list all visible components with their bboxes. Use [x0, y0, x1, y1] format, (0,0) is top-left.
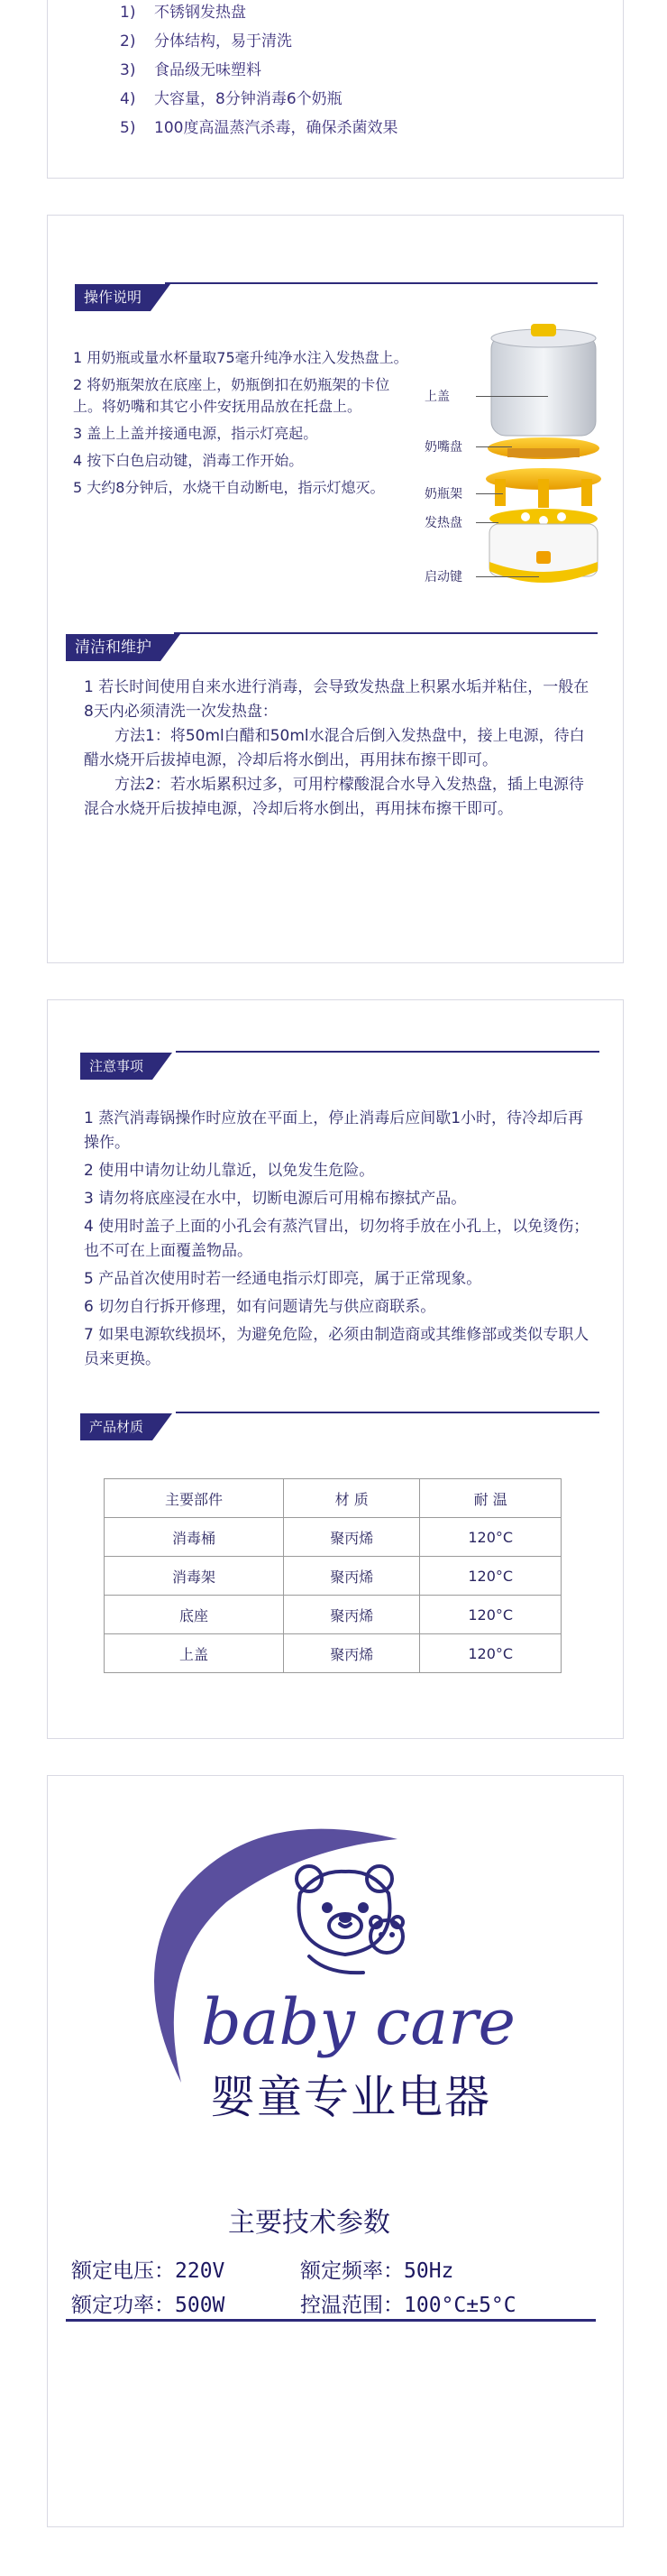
feature-item: 4) 大容量，8分钟消毒6个奶瓶	[120, 90, 343, 108]
material-title: 产品材质	[80, 1413, 152, 1440]
table-header-row	[105, 1479, 562, 1518]
cleaning-method-2: 方法2：若水垢累积过多，可用柠檬酸混合水导入发热盘，插上电源待混合水烧开后拔掉电源，冷却后将水倒出，再用抹布擦干即可。	[84, 776, 584, 818]
table-row: 上盖 聚丙烯 120°C	[105, 1634, 562, 1673]
note-item: 3 请勿将底座浸在水中，切断电源后可用棉布擦拭产品。	[84, 1190, 467, 1208]
note-item: 4 使用时盖子上面的小孔会有蒸汽冒出，切勿将手放在小孔上，以免烫伤；也不可在上面覆盖物品。	[84, 1218, 589, 1260]
specs-title: 主要技术参数	[228, 2207, 390, 2239]
step-5: 5 大约8分钟后，水烧干自动断电，指示灯熄灭。	[73, 479, 385, 496]
operation-title: 操作说明	[75, 284, 151, 311]
tray-shape	[488, 437, 599, 459]
operation-card	[47, 215, 624, 963]
notes-title: 注意事项	[80, 1053, 152, 1080]
note-item: 7 如果电源软线损坏，为避免危险，必须由制造商或其维修部或类似专职人员来更换。	[84, 1326, 589, 1368]
material-header	[80, 1408, 599, 1444]
label-start: 启动键	[425, 570, 462, 584]
table-row: 底座 聚丙烯 120°C	[105, 1596, 562, 1634]
note-item: 1 蒸汽消毒锅操作时应放在平面上，停止消毒后应间歇1小时，待冷却后再操作。	[84, 1109, 584, 1152]
col-header: 耐 温	[420, 1479, 562, 1518]
spec-power: 额定功率：500W	[71, 2294, 225, 2317]
note-item: 6 切勿自行拆开修理，如有问题请先与供应商联系。	[84, 1298, 436, 1316]
sterilizer-illustration	[480, 318, 607, 598]
feature-item: 5) 100度高温蒸汽杀毒，确保杀菌效果	[120, 119, 398, 137]
feature-list	[120, 0, 397, 143]
table-row: 消毒桶 聚丙烯 120°C	[105, 1518, 562, 1557]
specs-divider	[66, 2319, 596, 2322]
operation-header	[75, 279, 598, 315]
rack-shape	[486, 468, 601, 508]
operation-steps	[73, 347, 416, 499]
base-shape	[489, 509, 598, 583]
spec-voltage: 额定电压：220V	[71, 2259, 225, 2283]
bear-logo-icon	[273, 1848, 426, 1983]
features-card	[47, 0, 624, 179]
step-2: 2 将奶瓶架放在底座上，奶瓶倒扣在奶瓶架的卡位上。将奶嘴和其它小件安抚用品放在托盘上。	[73, 376, 390, 415]
notes-header	[80, 1047, 599, 1083]
col-header: 材 质	[283, 1479, 419, 1518]
label-heater: 发热盘	[425, 516, 462, 530]
cleaning-method-1: 方法1：将50ml白醋和50ml水混合后倒入发热盘中，接上电源，待白醋水烧开后拔掉电源，冷却后将水倒出，再用抹布擦干即可。	[84, 727, 585, 769]
label-lid: 上盖	[425, 390, 450, 404]
notes-list	[84, 1107, 598, 1372]
col-header: 主要部件	[105, 1479, 284, 1518]
step-4: 4 按下白色启动键，消毒工作开始。	[73, 452, 304, 469]
notes-card	[47, 999, 624, 1739]
brand-subtitle: 婴童专业电器	[210, 2071, 491, 2123]
note-item: 2 使用中请勿让幼儿靠近，以免发生危险。	[84, 1162, 375, 1180]
brand-card	[47, 1775, 624, 2527]
feature-item: 3) 食品级无味塑料	[120, 61, 261, 79]
label-tray: 奶嘴盘	[425, 440, 462, 455]
brand-name: baby care	[201, 1985, 516, 2059]
cleaning-header	[66, 629, 598, 665]
cleaning-text	[84, 676, 598, 822]
feature-item: 1) 不锈钢发热盘	[120, 4, 246, 22]
spec-temp: 控温范围：100°C±5°C	[300, 2294, 516, 2317]
label-rack: 奶瓶架	[425, 487, 462, 501]
table-row: 消毒架 聚丙烯 120°C	[105, 1557, 562, 1596]
feature-item: 2) 分体结构，易于清洗	[120, 32, 292, 51]
cleaning-para: 1 若长时间使用自来水进行消毒，会导致发热盘上积累水垢并粘住，一般在8天内必须清洗一次发热盘：	[84, 678, 589, 721]
start-button-shape	[536, 551, 551, 564]
step-1: 1 用奶瓶或量水杯量取75毫升纯净水注入发热盘上。	[73, 349, 408, 366]
step-3: 3 盖上上盖并接通电源，指示灯亮起。	[73, 425, 318, 442]
lid-shape	[491, 324, 596, 436]
cleaning-title: 清洁和维护	[66, 634, 160, 661]
spec-frequency: 额定频率：50Hz	[300, 2259, 454, 2283]
material-table	[104, 1478, 562, 1673]
note-item: 5 产品首次使用时若一经通电指示灯即亮，属于正常现象。	[84, 1270, 482, 1288]
